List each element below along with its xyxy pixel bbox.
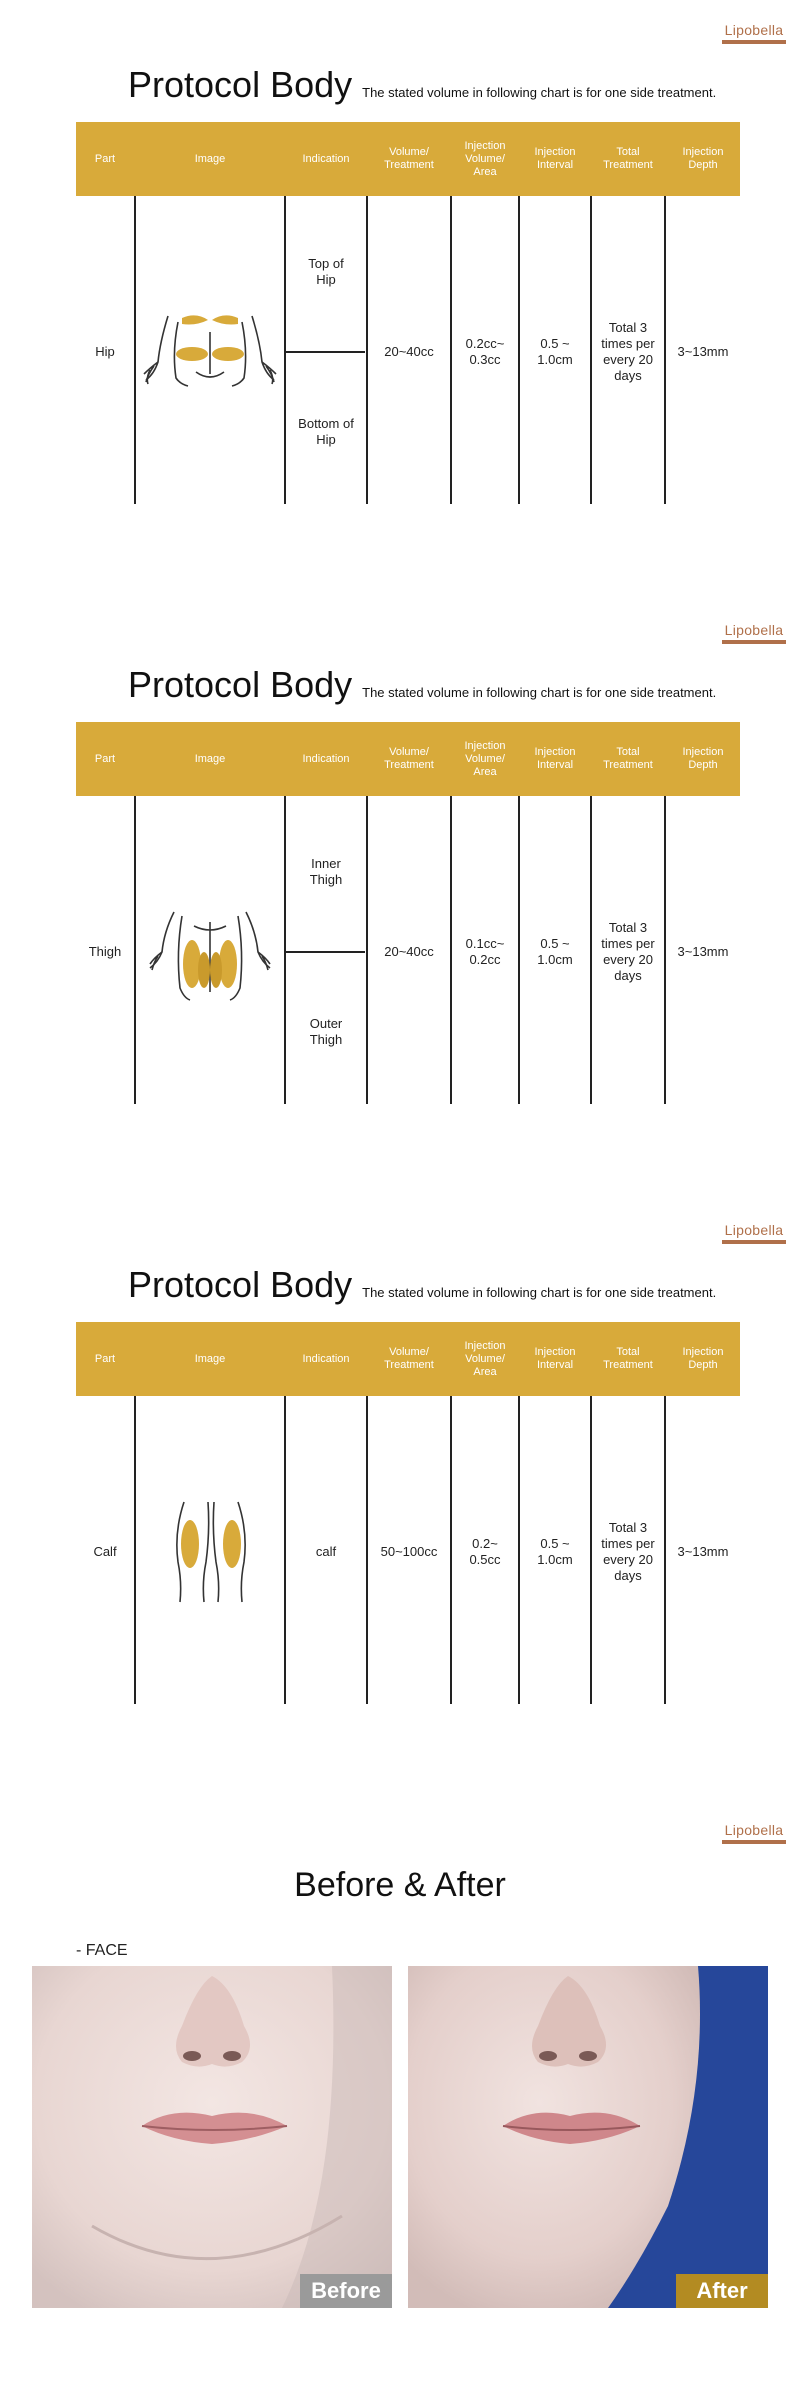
header-image: Image	[194, 752, 226, 765]
before-badge: Before	[300, 2274, 392, 2308]
calf-illustration	[136, 1396, 284, 1704]
brand-logo: Lipobella	[722, 22, 786, 44]
header-indication: Indication	[302, 152, 350, 165]
protocol-table	[76, 722, 740, 1104]
brand-logo-bar	[722, 40, 786, 44]
cell-interval: 0.5 ~ 1.0cm	[537, 336, 573, 367]
protocol-title: Protocol Body	[128, 1264, 353, 1305]
cell-indication	[286, 934, 366, 970]
cell-part: Calf	[93, 1544, 117, 1559]
cell-total: Total 3 times per every 20 days	[601, 920, 655, 983]
after-badge: After	[676, 2274, 768, 2308]
thigh-illustration	[136, 796, 284, 1104]
header-part: Part	[94, 152, 116, 165]
protocol-section-calf	[0, 1200, 800, 1800]
cell-part: Hip	[95, 344, 115, 359]
protocol-note: The stated volume in following chart is for one side treatment.	[362, 685, 717, 700]
protocol-title-row	[128, 64, 716, 106]
header-part: Part	[94, 1352, 116, 1365]
header-volume: Volume/ Treatment	[384, 1346, 434, 1371]
cell-total: Total 3 times per every 20 days	[601, 320, 655, 383]
header-depth: Injection Depth	[682, 1346, 724, 1371]
face-section-label: - FACE	[76, 1942, 128, 1959]
header-depth: Injection Depth	[682, 146, 724, 171]
cell-part: Thigh	[88, 944, 122, 959]
hip-illustration-icon	[136, 196, 284, 504]
protocol-section-hip	[0, 0, 800, 600]
cell-volume: 50~100cc	[380, 1544, 438, 1559]
header-interval: Injection Interval	[534, 1346, 576, 1371]
table-header	[76, 1322, 740, 1396]
protocol-note: The stated volume in following chart is for one side treatment.	[362, 1285, 717, 1300]
header-interval: Injection Interval	[534, 146, 576, 171]
cell-volume: 20~40cc	[384, 944, 434, 959]
header-injection-volume: Injection Volume/ Area	[464, 739, 506, 778]
header-image: Image	[194, 1352, 226, 1365]
protocol-section-thigh	[0, 600, 800, 1200]
cell-indication-top: Top of Hip	[308, 256, 344, 287]
cell-injection-volume: 0.1cc~ 0.2cc	[465, 936, 505, 967]
cell-interval: 0.5 ~ 1.0cm	[537, 936, 573, 967]
calf-illustration-icon	[136, 1396, 284, 1704]
face-before-image	[32, 1966, 392, 2308]
header-indication: Indication	[302, 1352, 350, 1365]
header-injection-volume: Injection Volume/ Area	[464, 1339, 506, 1378]
face-after-image	[408, 1966, 768, 2308]
header-part: Part	[94, 752, 116, 765]
cell-depth: 3~13mm	[677, 344, 729, 359]
thigh-illustration-icon	[136, 796, 284, 1104]
header-depth: Injection Depth	[682, 746, 724, 771]
header-interval: Injection Interval	[534, 746, 576, 771]
before-photo	[32, 1966, 392, 2308]
protocol-table	[76, 122, 740, 504]
cell-interval: 0.5 ~ 1.0cm	[537, 1536, 573, 1567]
brand-logo: Lipobella	[722, 1822, 786, 1844]
protocol-title: Protocol Body	[128, 64, 353, 105]
header-image: Image	[194, 152, 226, 165]
cell-indication-bottom: Outer Thigh	[309, 1016, 343, 1047]
cell-indication-bottom	[286, 1602, 366, 1662]
brand-logo: Lipobella	[722, 1222, 786, 1244]
protocol-title: Protocol Body	[128, 664, 353, 705]
header-indication: Indication	[302, 752, 350, 765]
header-total: Total Treatment	[603, 746, 653, 771]
before-after-title: Before & After	[294, 1866, 506, 1904]
hip-illustration	[136, 196, 284, 504]
cell-indication-top	[286, 1442, 366, 1502]
brand-logo-bar	[722, 1840, 786, 1844]
brand-logo-bar	[722, 640, 786, 644]
cell-indication: calf	[315, 1544, 337, 1559]
cell-indication	[286, 334, 366, 370]
protocol-note: The stated volume in following chart is for one side treatment.	[362, 85, 717, 100]
cell-volume: 20~40cc	[384, 344, 434, 359]
header-volume: Volume/ Treatment	[384, 746, 434, 771]
cell-depth: 3~13mm	[677, 1544, 729, 1559]
header-total: Total Treatment	[603, 146, 653, 171]
after-photo	[408, 1966, 768, 2308]
table-header	[76, 722, 740, 796]
header-volume: Volume/ Treatment	[384, 146, 434, 171]
brand-logo-bar	[722, 1240, 786, 1244]
cell-indication-bottom: Bottom of Hip	[298, 416, 354, 447]
cell-injection-volume: 0.2cc~ 0.3cc	[465, 336, 505, 367]
table-header	[76, 122, 740, 196]
protocol-table	[76, 1322, 740, 1704]
header-total: Total Treatment	[603, 1346, 653, 1371]
protocol-title-row	[128, 1264, 716, 1306]
brand-logo: Lipobella	[722, 622, 786, 644]
cell-indication-top: Inner Thigh	[309, 856, 343, 887]
cell-depth: 3~13mm	[677, 944, 729, 959]
cell-total: Total 3 times per every 20 days	[601, 1520, 655, 1583]
cell-injection-volume: 0.2~ 0.5cc	[469, 1536, 501, 1567]
header-injection-volume: Injection Volume/ Area	[464, 139, 506, 178]
protocol-title-row	[128, 664, 716, 706]
